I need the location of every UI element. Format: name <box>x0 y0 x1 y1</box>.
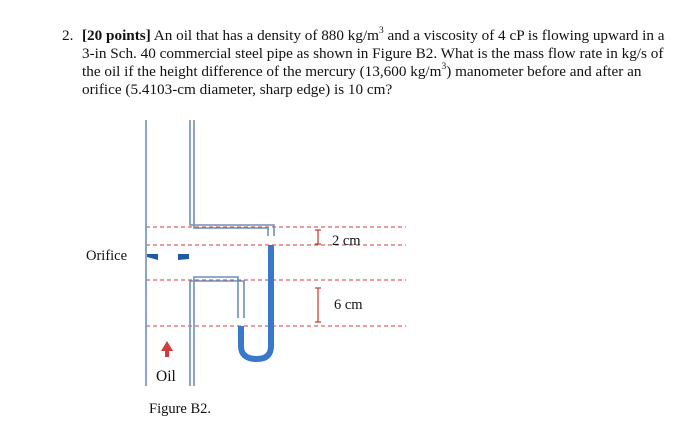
downstream-tap-inner <box>194 277 238 386</box>
reference-dashed-lines <box>146 227 406 326</box>
problem-text-part-1: An oil that has a density of 880 kg/m <box>150 27 379 44</box>
orifice-plate <box>147 254 189 260</box>
dimension-2cm-label: 2 cm <box>332 233 361 249</box>
problem-points: [20 points] <box>82 27 151 44</box>
orifice-left-edge <box>147 254 158 260</box>
orifice-right-edge <box>178 254 189 260</box>
arrow-shaft <box>165 350 169 357</box>
mercury-column <box>241 245 271 359</box>
oil-flow-label: Oil <box>156 368 176 385</box>
upstream-tap-outer <box>190 120 274 236</box>
downstream-tap-outer <box>190 281 244 386</box>
dimension-markers <box>315 230 321 322</box>
problem-number: 2. <box>62 27 74 44</box>
arrow-head <box>161 341 173 351</box>
upstream-tap-inner <box>194 120 268 236</box>
flow-arrow-icon <box>161 341 173 357</box>
problem-text-part-3: ) manometer before and after an orifice (5.4103-cm diameter, sharp edge) is 10 cm? <box>82 63 642 98</box>
problem-text-part-2: and a viscosity of 4 cP is flowing upward in a 3-in Sch. 40 commercial steel pipe as shown in Figure B2. What is the mass flow rate in kg/s of the oil if the height difference of the mercury (13,600 kg/m <box>82 27 665 80</box>
orifice-label: Orifice <box>86 248 128 264</box>
dimension-6cm-label: 6 cm <box>334 297 363 313</box>
superscript-3: 3 <box>441 61 447 72</box>
figure-caption: Figure B2. <box>149 401 212 417</box>
superscript-3: 3 <box>379 25 384 36</box>
